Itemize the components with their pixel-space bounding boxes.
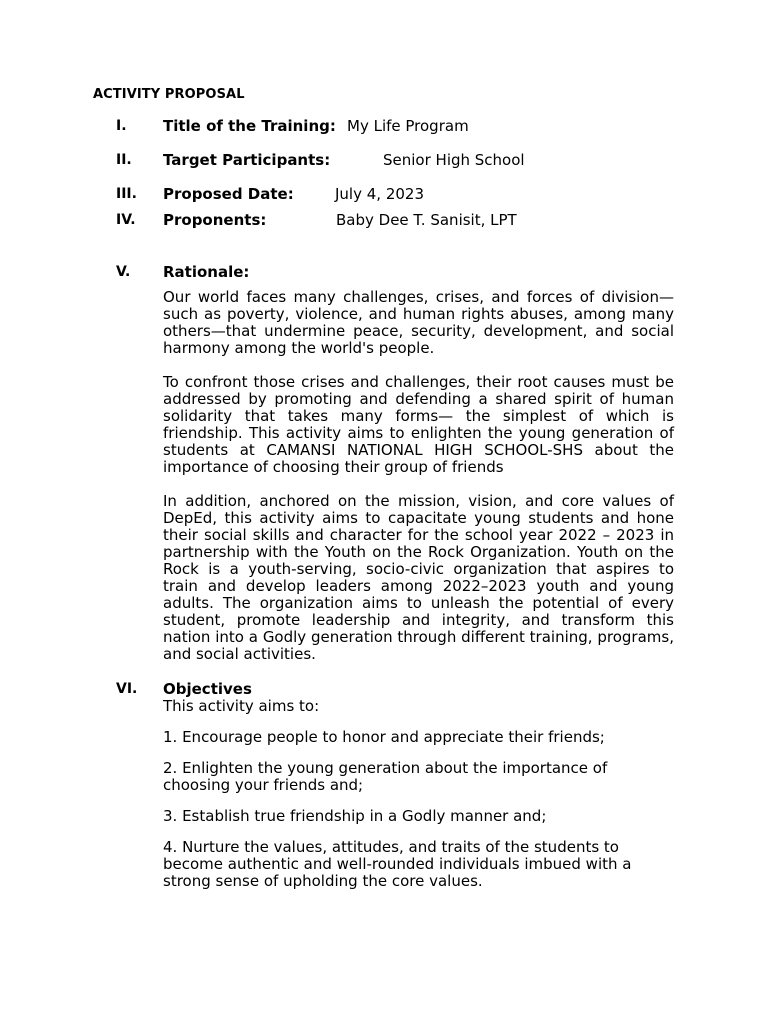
- rationale-paragraph: In addition, anchored on the mission, vision, and core values of DepEd, this activity aims to capacitate young students and hone their social skills and character for the school year 2022 – 2023 in partnership with the Youth on the Rock Organization. Youth on the Rock is a youth-serving, socio-civic organization that aspires to train and develop leaders among 2022–2023 youth and young adults. The organization aims to unleash the potential of every student, promote leadership and integrity, and transform this nation into a Godly generation through different training, programs, and social activities.: [163, 492, 674, 663]
- section-number: IV.: [116, 212, 136, 228]
- proposed-date-value: July 4, 2023: [335, 185, 424, 203]
- document-title: ACTIVITY PROPOSAL: [93, 87, 245, 102]
- section-label: Title of the Training:: [163, 117, 336, 135]
- objectives-intro: This activity aims to:: [163, 697, 320, 715]
- section-label: Proponents:: [163, 211, 267, 229]
- training-title-value: My Life Program: [347, 117, 469, 135]
- section-label: Proposed Date:: [163, 185, 294, 203]
- section-label: Rationale:: [163, 263, 250, 281]
- section-label: Objectives: [163, 680, 252, 698]
- objective-item: 2. Enlighten the young generation about the importance of choosing your friends and;: [163, 759, 608, 794]
- rationale-paragraph: To confront those crises and challenges, their root causes must be addressed by promoting and defending a shared spirit of human solidarity that takes many forms— the simplest of which is friendship. This activity aims to enlighten the young generation of students at CAMANSI NATIONAL HIGH SCHOOL-SHS about the importance of choosing their group of friends: [163, 373, 674, 476]
- objective-item: 3. Establish true friendship in a Godly manner and;: [163, 807, 547, 825]
- target-participants-value: Senior High School: [383, 151, 525, 169]
- section-label: Target Participants:: [163, 151, 331, 169]
- rationale-body: [163, 289, 674, 663]
- rationale-paragraph: Our world faces many challenges, crises, and forces of division—such as poverty, violence, and human rights abuses, among many others—that undermine peace, security, development, and social harmony among the world's people.: [163, 288, 674, 357]
- section-number: V.: [116, 264, 131, 280]
- objective-item: 1. Encourage people to honor and appreciate their friends;: [163, 728, 605, 746]
- section-number: III.: [116, 186, 137, 202]
- section-number: VI.: [116, 681, 138, 697]
- objectives-list: [163, 729, 674, 890]
- section-number: II.: [116, 152, 132, 168]
- proponents-value: Baby Dee T. Sanisit, LPT: [336, 211, 517, 229]
- section-number: I.: [116, 118, 127, 134]
- objective-item: 4. Nurture the values, attitudes, and traits of the students to become authentic and well-rounded individuals imbued with a strong sense of upholding the core values.: [163, 838, 632, 890]
